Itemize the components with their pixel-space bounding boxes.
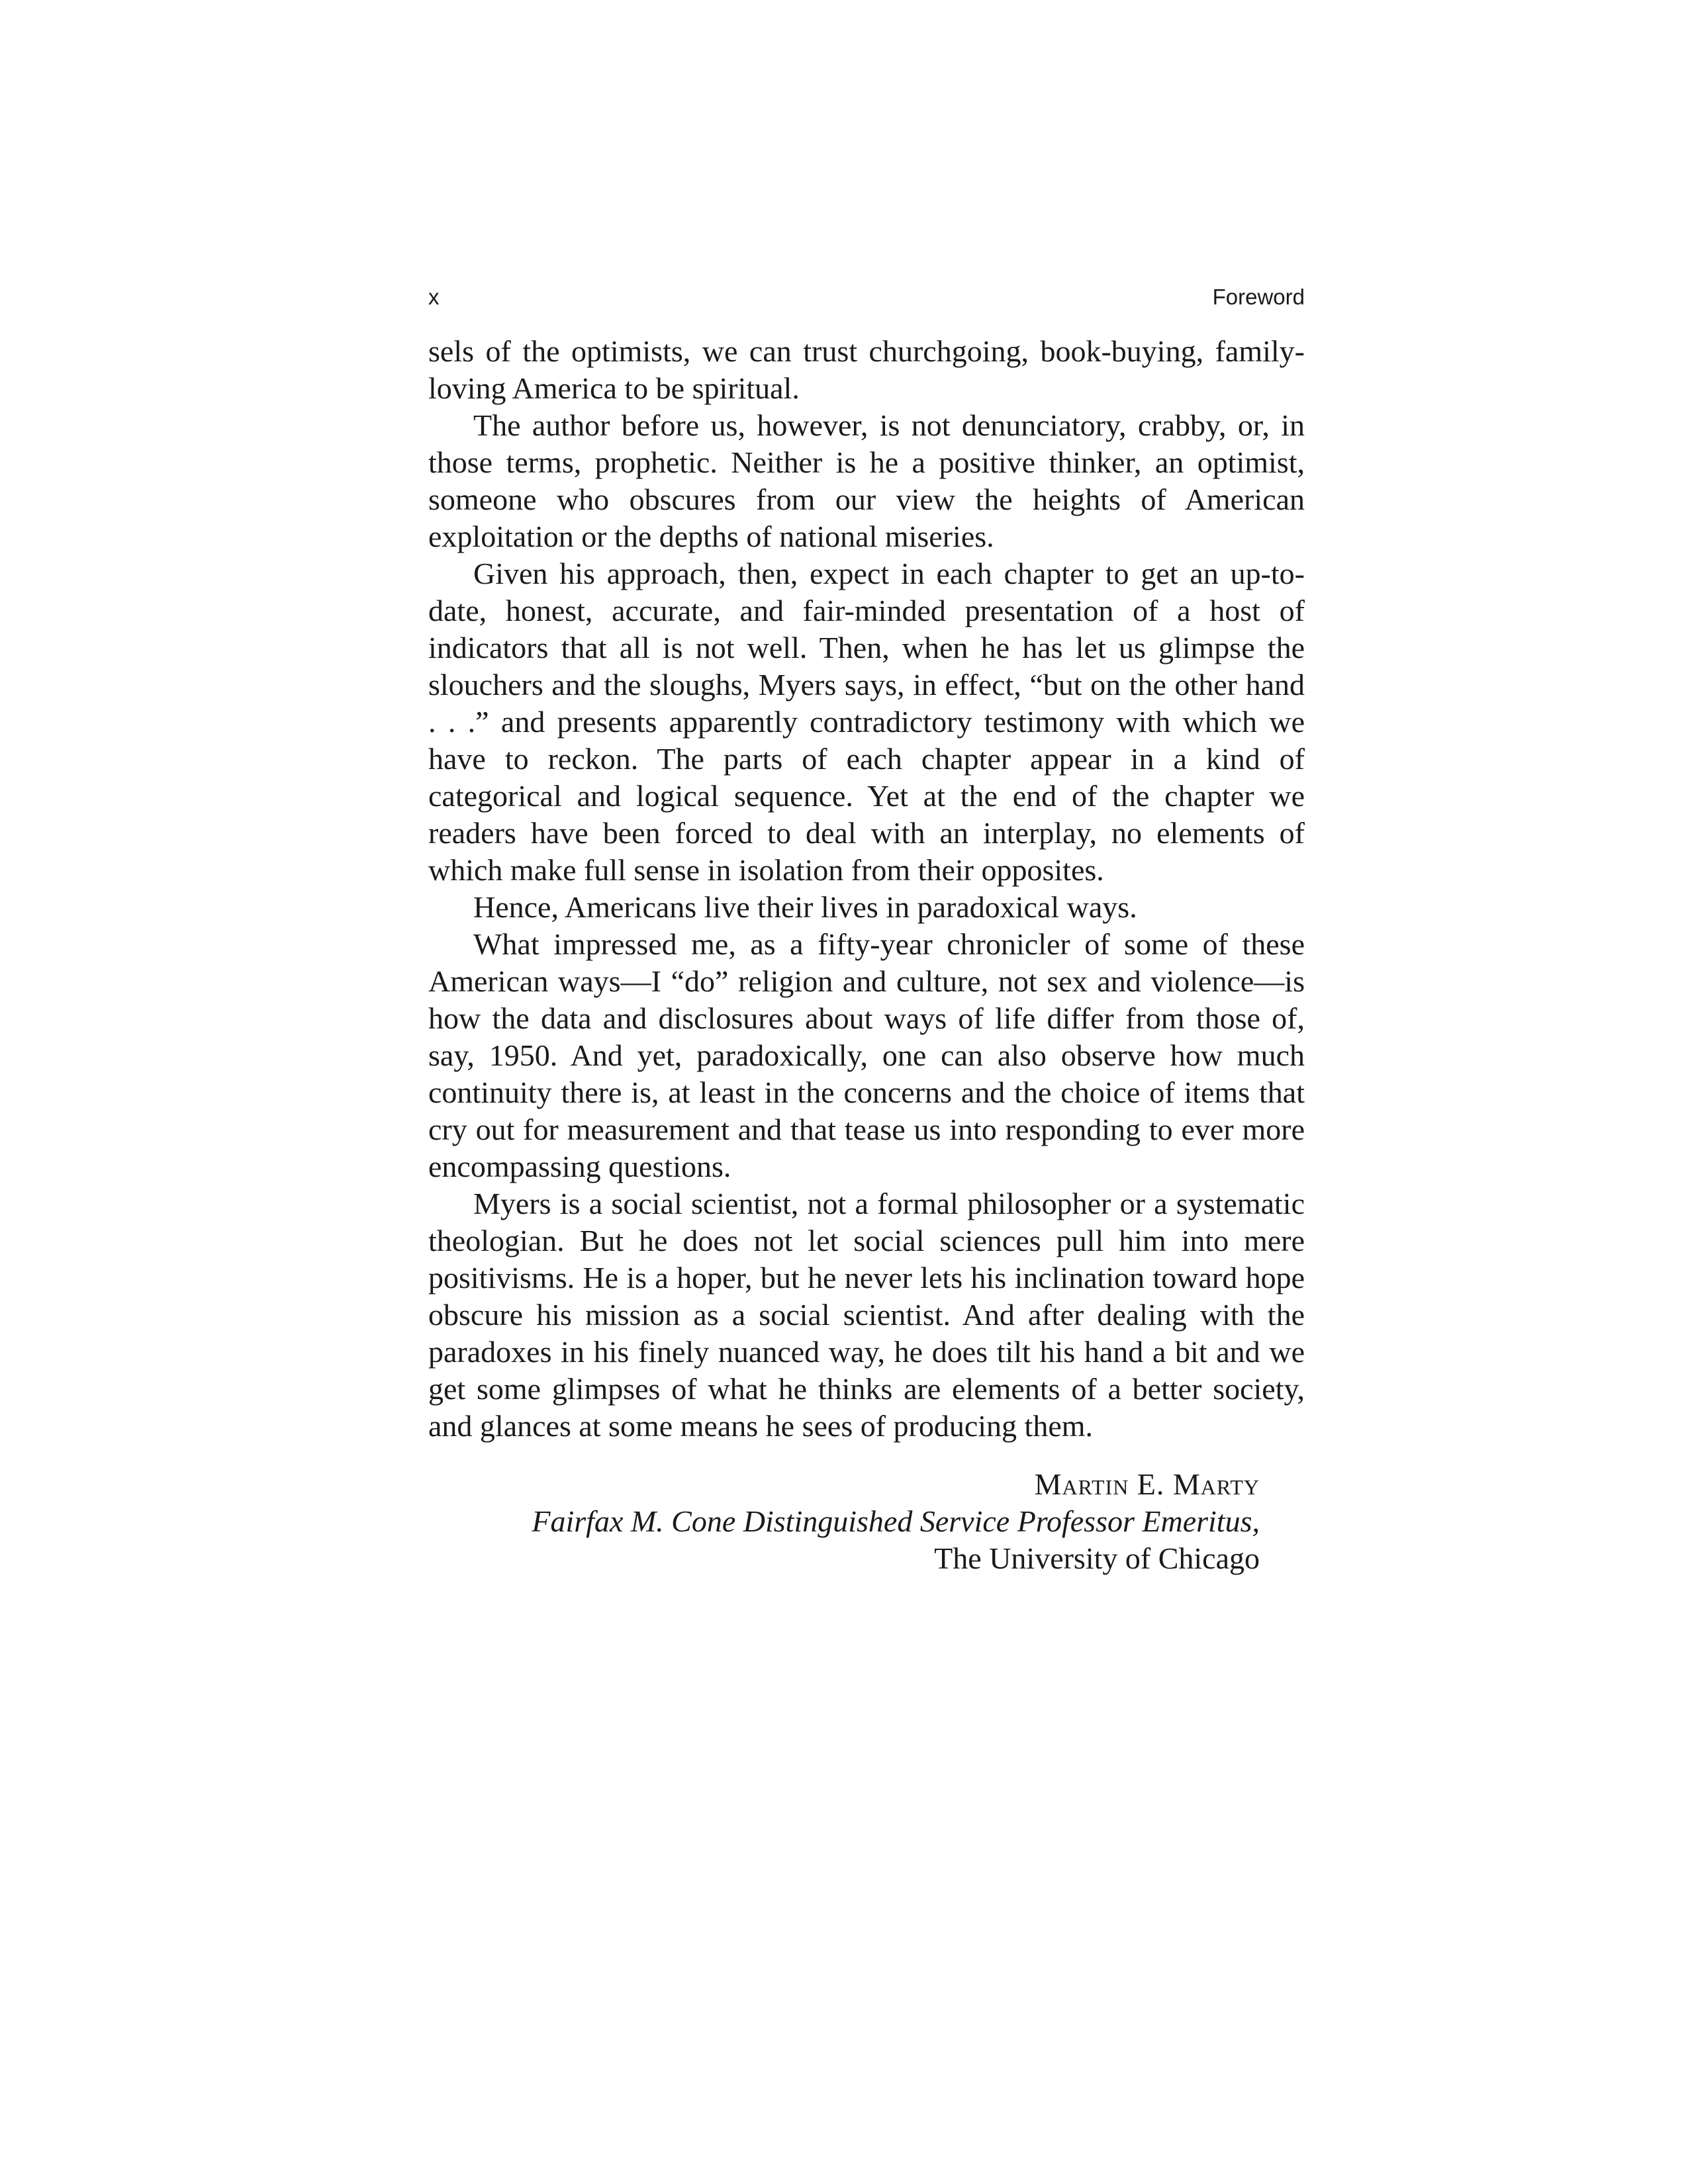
body-text [428,333,1305,1445]
paragraph: Hence, Americans live their lives in paradoxical ways. [473,890,1137,924]
author-institution: The University of Chicago [934,1541,1260,1575]
page-number: x [428,285,440,309]
signature-block [428,1466,1260,1577]
paragraph-continued: sels of the optimists, we can trust churchgoing, book-buying, family-loving America to be spiritual. [428,334,1305,405]
paragraph: The author before us, however, is not denunciatory, crabby, or, in those terms, prophetic. Neither is he a positive thinker, an optimist, someone who obscures from our view the heights of American exploitation or the depths of national miseries. [428,408,1305,553]
paragraph: Myers is a social scientist, not a formal philosopher or a systematic theologian. But he does not let social sciences pull him into mere positivisms. He is a hoper, but he never lets his inclination toward hope obscure his mission as a social scientist. And after dealing with the paradoxes in his finely nuanced way, he does tilt his hand a bit and we get some glimpses of what he thinks are elements of a better society, and glances at some means he sees of producing them. [428,1187,1305,1443]
paragraph: What impressed me, as a fifty-year chronicler of some of these American ways—I “do” religion and culture, not sex and violence—is how the data and disclosures about ways of life differ from those of, say, 1950. And yet, paradoxically, one can also observe how much continuity there is, at least in the concerns and the choice of items that cry out for measurement and that tease us into responding to ever more encompassing questions. [428,927,1305,1183]
running-head [428,285,1305,318]
paragraph: Given his approach, then, expect in each chapter to get an up-to-date, honest, accurate, and fair-minded presentation of a host of indicators that all is not well. Then, when he has let us glimpse the slouchers and the sloughs, Myers says, in effect, “but on the other hand . . .” and presents apparently contradictory testimony with which we have to reckon. The parts of each chapter appear in a kind of categorical and logical sequence. Yet at the end of the chapter we readers have been forced to deal with an interplay, no elements of which make full sense in isolation from their opposites. [428,557,1305,887]
author-title: Fairfax M. Cone Distinguished Service Professor Emeritus, [532,1504,1260,1538]
author-name: Martin E. Marty [1034,1467,1260,1501]
section-title: Foreword [1212,285,1305,309]
